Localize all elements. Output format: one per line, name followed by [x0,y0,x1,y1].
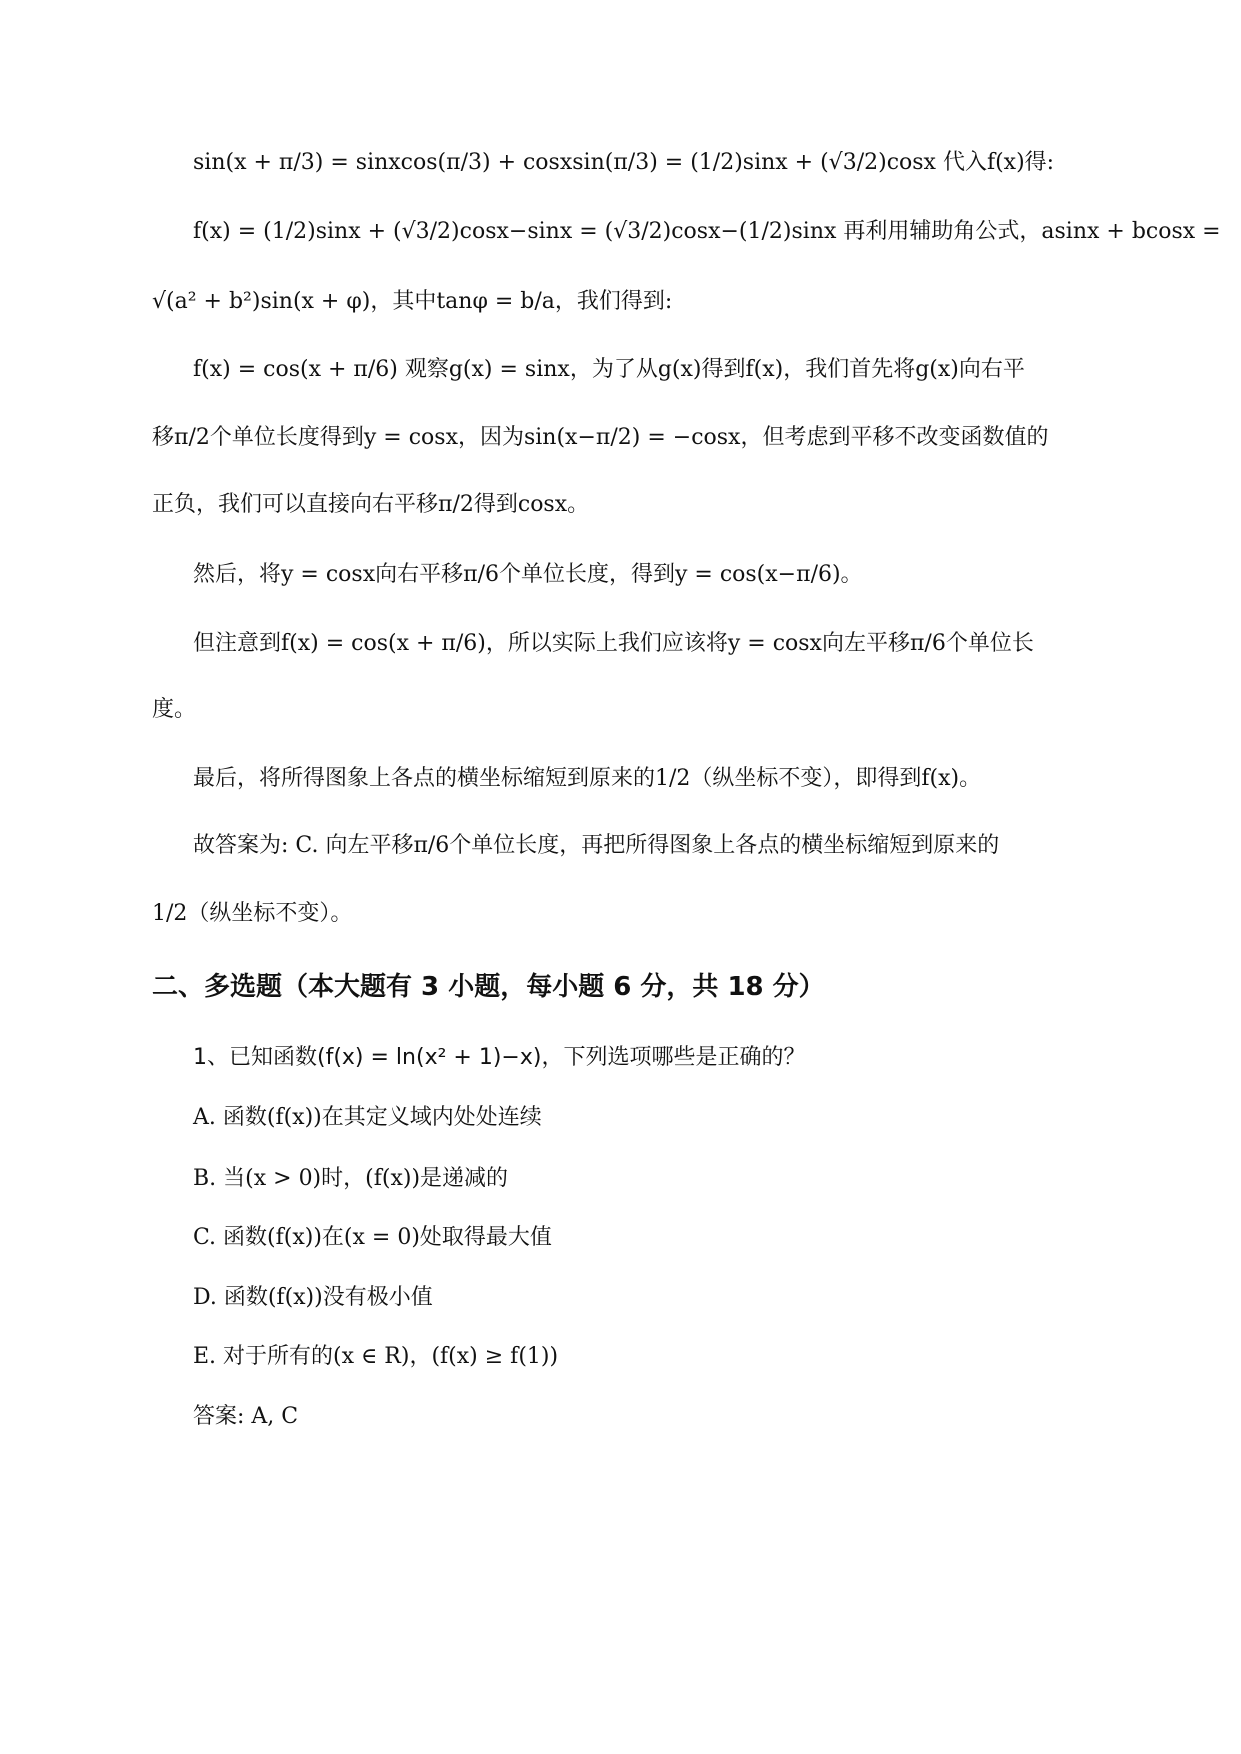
option-d: D. 函数(f(x))没有极小值 [193,1285,433,1310]
option-a: A. 函数(f(x))在其定义域内处处连续 [193,1105,542,1130]
solution-line-7: 然后，将y = cosx向右平移π/6个单位长度，得到y = cos(x−π/6)。 [193,562,863,587]
solution-line-1: sin(x + π/3) = sinxcos(π/3) + cosxsin(π/3) = (1/2)sinx + (√3/2)cosx 代入f(x)得: [193,150,1055,175]
solution-line-3: √(a² + b²)sin(x + φ)，其中tanφ = b/a，我们得到: [152,289,673,314]
solution-line-6: 正负，我们可以直接向右平移π/2得到cosx。 [152,492,590,517]
solution-line-8: 但注意到f(x) = cos(x + π/6)，所以实际上我们应该将y = cosx向左平移π/6个单位长 [193,631,1034,656]
option-c: C. 函数(f(x))在(x = 0)处取得最大值 [193,1225,552,1250]
solution-line-11: 故答案为: C. 向左平移π/6个单位长度，再把所得图象上各点的横坐标缩短到原来的 [193,833,1000,858]
answer-line: 答案: A, C [193,1404,299,1429]
solution-line-4: f(x) = cos(x + π/6) 观察g(x) = sinx，为了从g(x)得到f(x)，我们首先将g(x)向右平 [193,357,1025,382]
option-b: B. 当(x > 0)时，(f(x))是递减的 [193,1166,509,1191]
solution-line-9: 度。 [152,697,197,722]
solution-line-5: 移π/2个单位长度得到y = cosx，因为sin(x−π/2) = −cosx，但考虑到平移不改变函数值的 [152,425,1049,450]
section-heading: 二、多选题（本大题有 3 小题，每小题 6 分，共 18 分） [152,972,825,1002]
question-1-stem: 1、已知函数(f(x) = ln(x² + 1)−x)，下列选项哪些是正确的？ [193,1045,806,1070]
option-e: E. 对于所有的(x ∈ R)，(f(x) ≥ f(1)) [193,1344,559,1369]
solution-line-2: f(x) = (1/2)sinx + (√3/2)cosx−sinx = (√3/2)cosx−(1/2)sinx 再利用辅助角公式，asinx + bcosx = [193,219,1221,244]
solution-line-10: 最后，将所得图象上各点的横坐标缩短到原来的1/2（纵坐标不变），即得到f(x)。 [193,766,982,791]
solution-line-12: 1/2（纵坐标不变）。 [152,901,353,926]
